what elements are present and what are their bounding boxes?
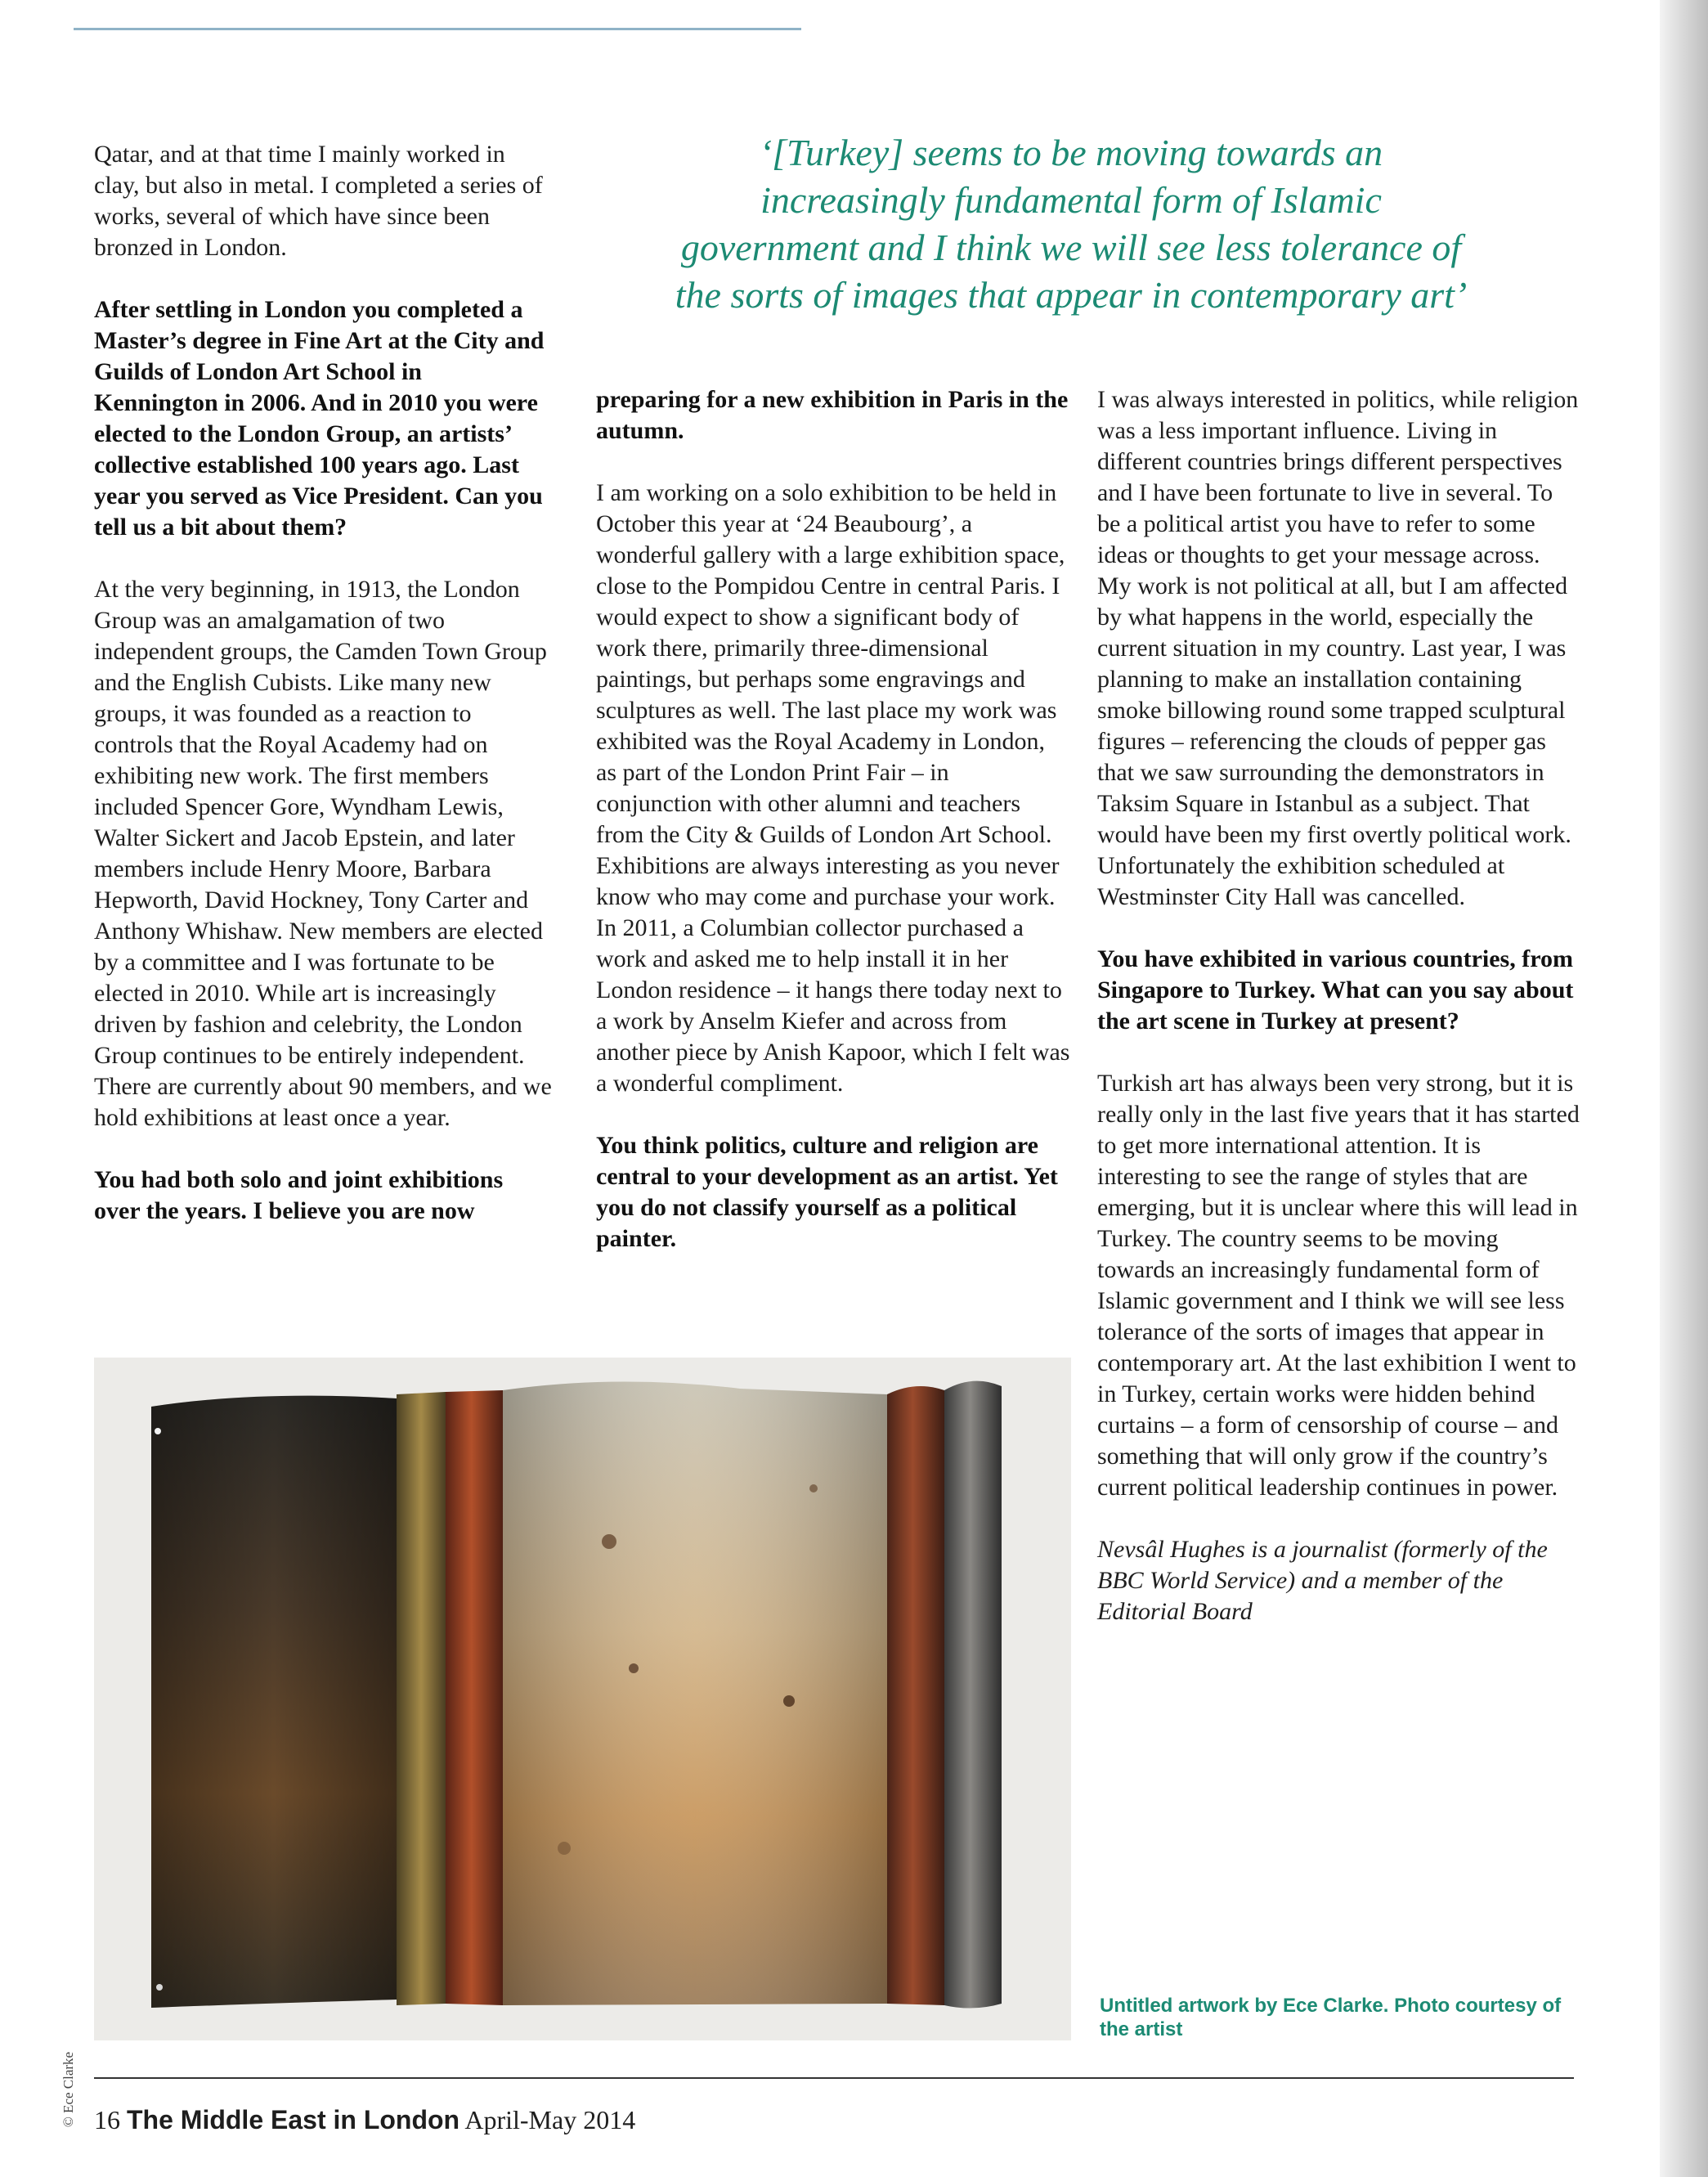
- interview-question: You had both solo and joint exhibitions over the years. I believe you are now: [94, 1166, 504, 1224]
- page-footer: [94, 2105, 635, 2135]
- issue-date: April-May 2014: [464, 2105, 636, 2134]
- paragraph: Qatar, and at that time I mainly worked in clay, but also in metal. I completed a series of works, several of which have since been bronzed in London.: [94, 141, 543, 261]
- artwork-photo: [94, 1358, 1071, 2040]
- paragraph: I was always interested in politics, while religion was a less important influence. Living in different countries brings different perspectives and I have been fortunate to live in several. To be a political artist you have to refer to some ideas or thoughts to get your message across. My work is not political at all, but I am affected by what happens in the world, especially the current situation in my country. Last year, I was planning to make an installation containing smoke billowing round some trapped sculptural figures – referencing the clouds of pepper gas that we saw surrounding the demonstrators in Taksim Square in Istanbul as a subject. That would have been my first overtly political work. Unfortunately the exhibition scheduled at Westminster City Hall was cancelled.: [1097, 386, 1579, 910]
- paragraph: I am working on a solo exhibition to be held in October this year at ‘24 Beaubourg’, a wonderful gallery with a large exhibition space, close to the Pompidou Centre in central Paris. I would expect to show a significant body of work there, primarily three-dimensional paintings, but perhaps some engravings and sculptures as well. The last place my work was exhibited was the Royal Academy in London, as part of the London Print Fair – in conjunction with other alumni and teachers from the City & Guilds of London Art School. Exhibitions are always interesting as you never know who may come and purchase your work. In 2011, a Columbian collector purchased a work and asked me to help install it in her London residence – it hangs there today next to a work by Anselm Kiefer and across from another piece by Anish Kapoor, which I felt was a wonderful compliment.: [596, 479, 1070, 1097]
- image-credit: © Ece Clarke: [61, 2051, 77, 2128]
- author-bio: Nevsâl Hughes is a journalist (formerly of the BBC World Service) and a member of the Editorial Board: [1097, 1536, 1548, 1625]
- article-column-1: [94, 139, 552, 1258]
- paragraph: At the very beginning, in 1913, the London Group was an amalgamation of two independent groups, the Camden Town Group and the English Cubists. Like many new groups, it was founded as a reaction to controls that the Royal Academy had on exhibiting new work. The first members included Spencer Gore, Wyndham Lewis, Walter Sickert and Jacob Epstein, and later members include Henry Moore, Barbara Hepworth, David Hockney, Tony Carter and Anthony Whishaw. New members are elected by a committee and I was fortunate to be elected in 2010. While art is increasingly driven by fashion and celebrity, the London Group continues to be entirely independent. There are currently about 90 members, and we hold exhibitions at least once a year.: [94, 576, 552, 1131]
- paragraph: Turkish art has always been very strong, but it is really only in the last five years that it has started to get more international attention. It is interesting to see the range of styles that are emerging, but it is unclear where this will lead in Turkey. The country seems to be moving towards an increasingly fundamental form of Islamic government and I think we will see less tolerance of the sorts of images that appear in contemporary art. At the last exhibition I went to in Turkey, certain works were hidden behind curtains – a form of censorship of course – and something that will only grow if the country’s current political leadership continues in power.: [1097, 1070, 1580, 1501]
- photo-caption: Untitled artwork by Ece Clarke. Photo courtesy of the artist: [1100, 1995, 1562, 2040]
- article-column-3: [1097, 384, 1580, 1659]
- interview-question: You think politics, culture and religion are central to your development as an artist. Yet you do not classify yourself as a political painter.: [596, 1132, 1058, 1252]
- interview-question: preparing for a new exhibition in Paris in the autumn.: [596, 386, 1069, 444]
- top-rule: [74, 28, 801, 30]
- magazine-title: The Middle East in London: [127, 2105, 460, 2134]
- footer-rule: [94, 2077, 1574, 2079]
- interview-question: After settling in London you completed a Master’s degree in Fine Art at the City and Guilds of London Art School in Kennington in 2006. And in 2010 you were elected to the London Group, an artists’ collective established 100 years ago. Last year you served as Vice President. Can you tell us a bit about them?: [94, 296, 545, 541]
- interview-question: You have exhibited in various countries, from Singapore to Turkey. What can you say about the art scene in Turkey at present?: [1097, 945, 1574, 1035]
- pull-quote: ‘[Turkey] seems to be moving towards an increasingly fundamental form of Islamic government and I think we will see less tolerance of the sorts of images that appear in contemporary art’: [675, 132, 1468, 316]
- article-column-2: [596, 384, 1070, 1286]
- page-number: 16: [94, 2105, 120, 2134]
- page-edge: [1660, 0, 1708, 2177]
